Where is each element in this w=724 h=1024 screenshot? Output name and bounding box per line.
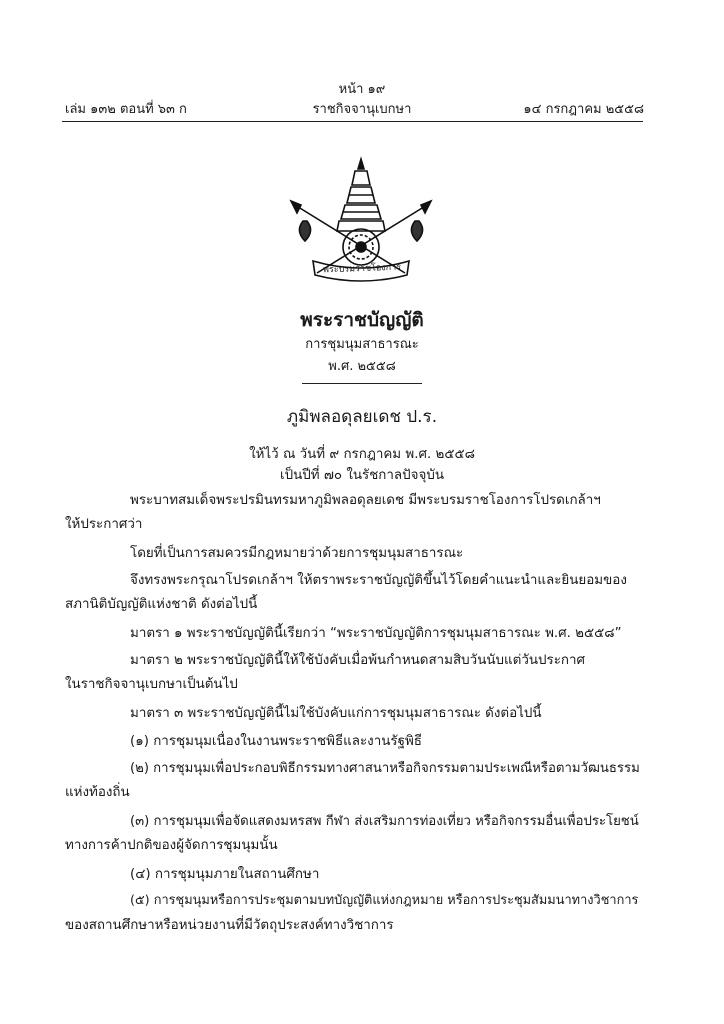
body-line: ในราชกิจจานุเบกษาเป็นต้นไป — [65, 677, 238, 692]
given-on-date: ให้ไว้ ณ วันที่ ๙ กรกฎาคม พ.ศ. ๒๕๕๘ — [249, 447, 475, 462]
body-line: จึงทรงพระกรุณาโปรดเกล้าฯ ให้ตราพระราชบัญญัติขึ้นไว้โดยคำแนะนำและยินยอมของ — [130, 573, 627, 588]
list-item: (๑) การชุมนุมเนื่องในงานพระราชพิธีและงานรัฐพิธี — [130, 734, 422, 749]
publication-date: ๑๔ กรกฎาคม ๒๕๕๘ — [523, 102, 644, 117]
header-rule — [62, 121, 643, 122]
volume-issue: เล่ม ๑๓๒ ตอนที่ ๖๓ ก — [65, 102, 187, 117]
act-heading: พระราชบัญญัติ — [300, 309, 424, 331]
title-rule — [302, 383, 422, 384]
list-item: (๒) การชุมนุมเพื่อประกอบพิธีกรรมทางศาสนาหรือกิจกรรมตามประเพณีหรือตามวัฒนธรรม — [130, 761, 640, 776]
king-name: ภูมิพลอดุลยเดช ป.ร. — [286, 407, 438, 427]
body-line: ทางการค้าปกติของผู้จัดการชุมนุมนั้น — [65, 838, 278, 853]
body-line: สภานิติบัญญัติแห่งชาติ ดังต่อไปนี้ — [65, 597, 258, 612]
act-subject: การชุมนุมสาธารณะ — [305, 337, 419, 352]
list-item: (๕) การชุมนุมหรือการประชุมตามบทบัญญัติแห่งกฎหมาย หรือการประชุมสัมมนาทางวิชาการ — [130, 893, 639, 908]
list-item: (๔) การชุมนุมภายในสถานศึกษา — [130, 867, 320, 882]
body-line: ของสถานศึกษาหรือหน่วยงานที่มีวัตถุประสงค์ทางวิชาการ — [65, 918, 394, 933]
act-year: พ.ศ. ๒๕๕๘ — [328, 359, 396, 374]
body-line: พระบาทสมเด็จพระปรมินทรมหาภูมิพลอดุลยเดช มีพระบรมราชโองการโปรดเกล้าฯ — [130, 493, 601, 508]
section-3-line: มาตรา ๓ พระราชบัญญัตินี้ไม่ใช้บังคับแก่การชุมนุมสาธารณะ ดังต่อไปนี้ — [130, 706, 542, 721]
garuda-crown-emblem-icon — [285, 155, 437, 285]
body-line: ให้ประกาศว่า — [65, 517, 143, 532]
body-line: โดยที่เป็นการสมควรมีกฎหมายว่าด้วยการชุมนุมสาธารณะ — [130, 546, 464, 561]
publication-name: ราชกิจจานุเบกษา — [312, 102, 412, 117]
list-item: (๓) การชุมนุมเพื่อจัดแสดงมหรสพ กีฬา ส่งเสริมการท่องเที่ยว หรือกิจกรรมอื่นเพื่อประโยชน์ — [130, 814, 639, 829]
section-1-line: มาตรา ๑ พระราชบัญญัตินี้เรียกว่า “พระราชบัญญัติการชุมนุมสาธารณะ พ.ศ. ๒๕๕๘” — [130, 626, 622, 641]
section-2-line: มาตรา ๒ พระราชบัญญัตินี้ให้ใช้บังคับเมื่อพ้นกำหนดสามสิบวันนับแต่วันประกาศ — [130, 653, 586, 668]
page-number: หน้า ๑๙ — [338, 82, 386, 97]
body-line: แห่งท้องถิ่น — [65, 785, 130, 800]
emblem-ribbon-text: พระบรมราชโองการ — [322, 262, 402, 276]
reign-year: เป็นปีที่ ๗๐ ในรัชกาลปัจจุบัน — [280, 468, 444, 483]
